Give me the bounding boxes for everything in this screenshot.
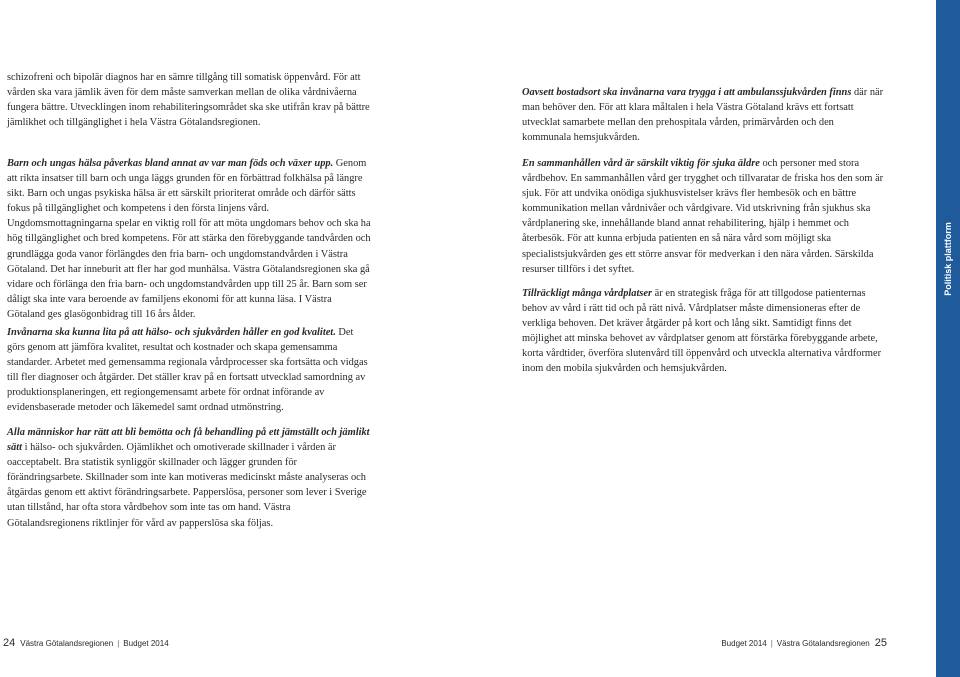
section-quality-heading: Invånarna ska kunna lita på att hälso- och sjukvården håller en god kvalitet.	[7, 327, 336, 338]
section-ambulance	[522, 85, 884, 145]
section-equal-body: i hälso- och sjukvården. Ojämlikhet och omotiverade skillnader i vården är oacceptabelt. Bra statistik synliggör skillnader och lägger grunden för förändringsarbete. Skillnader som inte kan motiveras medicinskt måste analyseras och åtgärdas genom ett aktivt förändringsarbete. Papperslösa, personer som lever i Sverige utan tillstånd, har ofta stora vårdbehov som inte tas om hand. Västra Götalandsregionens riktlinjer för vård av papperslösa ska följas.	[7, 442, 367, 529]
footer-left-doc: Budget 2014	[123, 639, 169, 648]
section-ambulance-heading: Oavsett bostadsort ska invånarna vara trygga i att ambulanssjukvården finns	[522, 87, 852, 98]
section-elderly	[522, 156, 884, 277]
section-equal-heading: Alla människor har rätt att bli bemötta och få behandling på ett jämställt och jämlikt sätt	[7, 427, 370, 454]
section-equal-paragraph	[7, 425, 372, 531]
section-elderly-body: och personer med stora vårdbehov. En sammanhållen vård ger trygghet och tillvaratar de friska hos den som är sjuk. För att undvika onödiga sjukhusvistelser krävs fler hembesök och en bättre kommunikation mellan vårdnivåer och vårdgivare. Vid utskrivning från sjukhus ska vårdplanering ske, innehållande bland annat rehabilitering, hjälp i hemmet och återbesök. För att kunna erbjuda patienten en så nära vård som möjligt ska specialistsjukvården ges ett större ansvar för medverkan i den nära vården. Särskilda resurser tillförs i det syftet.	[522, 158, 884, 275]
section-elderly-heading: En sammanhållen vård är särskilt viktig för sjuka äldre	[522, 158, 760, 169]
section-beds-paragraph	[522, 286, 884, 377]
page-number-right: 25	[874, 637, 887, 649]
section-youth-body: Genom att rikta insatser till barn och unga läggs grunden för en förbättrad folkhälsa på längre sikt. Barn och ungas psykiska hälsa är ett särskilt prioriterat område och därför sätts fokus på tillgänglighet och kompetens i den första linjens vård. Ungdomsmottagningarna spelar en viktig roll för att möta ungdomars behov och ska ha hög tillgänglighet och bred kompetens. För att stärka den förebyggande tandvården och grundlägga goda vanor förlängdes den fria barn- och ungdomstandvården i Västra Götaland. Det har inneburit att fler har god munhälsa. Västra Götalandsregionen ska gå vidare och förlänga den fria barn- och ungdomstandvården upp till 25 år. Barn som ser dåligt ska inte vara beroende av familjens ekonomi för att kunna läsa. I Västra Götaland ges glasögonbidrag till 16 års ålder.	[7, 158, 371, 320]
footer-left-org: Västra Götalandsregionen	[20, 639, 114, 648]
left-intro-paragraph	[7, 70, 372, 130]
section-ambulance-body: där när man behöver den. För att klara måltalen i hela Västra Götaland krävs ett fortsatt utvecklat samarbete mellan den prehospitala vården, primärvården och den kommunala hemsjukvården.	[522, 87, 884, 144]
section-youth	[7, 156, 372, 322]
section-sidebar-tab	[936, 0, 960, 677]
section-beds-body: är en strategisk fråga för att tillgodose patienternas behov av vård i rätt tid och på rätt nivå. Vårdplatser måste dimensioneras efter de verkliga behoven. Det kräver åtgärder på kort och lång sikt. Samtidigt finns det möjlighet att minska behovet av vårdplatser genom att förstärka förebyggande arbete, korta vårdtider, överföra slutenvård till öppenvård och utveckla alternativa vårdformer inom den mobila sjukvården och hemsjukvården.	[522, 288, 882, 375]
page-number-left: 24	[3, 637, 16, 649]
section-beds	[522, 286, 884, 377]
footer-right-org: Västra Götalandsregionen	[776, 639, 870, 648]
footer-right	[721, 637, 887, 649]
section-equal	[7, 425, 372, 531]
section-youth-heading: Barn och ungas hälsa påverkas bland annat av var man föds och växer upp.	[7, 158, 334, 169]
sidebar-label-wrap	[936, 224, 960, 294]
section-beds-heading: Tillräckligt många vårdplatser	[522, 288, 653, 299]
left-intro-text: schizofreni och bipolär diagnos har en sämre tillgång till somatisk öppenvård. För att vården ska vara jämlik även för dem måste samverkan mellan de olika vårdnivåerna fungera bättre. Utvecklingen inom rehabiliteringsområdet ska ske utifrån krav på bättre jämlikhet och tillgänglighet i hela Västra Götalandsregionen.	[7, 72, 370, 129]
section-youth-paragraph	[7, 156, 372, 322]
footer-left-separator: |	[117, 639, 120, 648]
section-quality	[7, 325, 372, 416]
section-quality-paragraph	[7, 325, 372, 416]
section-ambulance-paragraph	[522, 85, 884, 145]
footer-right-separator: |	[770, 639, 773, 648]
sidebar-label: Politisk plattform	[943, 222, 954, 296]
section-elderly-paragraph	[522, 156, 884, 277]
footer-right-doc: Budget 2014	[721, 639, 767, 648]
section-quality-body: Det görs genom att jämföra kvalitet, resultat och kostnader och skapa gemensamma standarder. Arbetet med gemensamma regionala vårdprocesser ska fortsätta och vidgas till fler diagnoser och åtgärder. Det ställer krav på en fortsatt utvecklad samordning av produktionsplaneringen, ett regiongemensamt arbete för ordnat införande av evidensbaserade metoder och läkemedel samt ordnad utmönstring.	[7, 327, 368, 414]
footer-left	[3, 637, 169, 649]
